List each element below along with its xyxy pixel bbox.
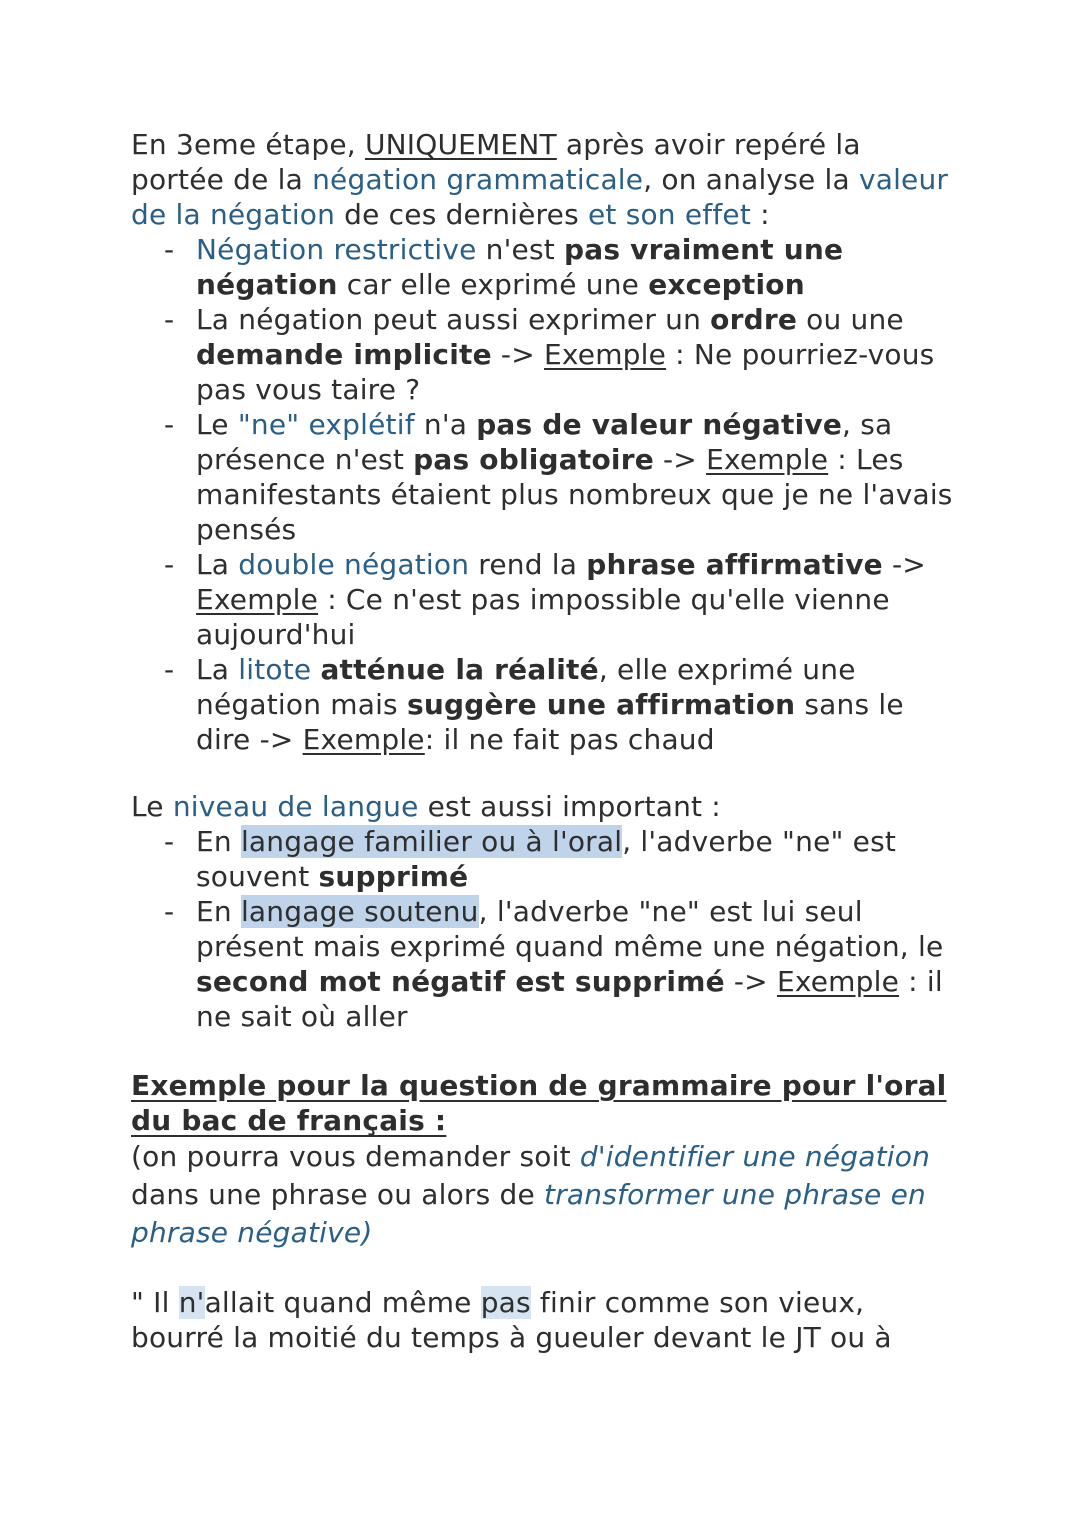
highlighted-text: pas <box>480 1286 531 1319</box>
niveau-section <box>131 789 961 1034</box>
uniquement-emphasis: UNIQUEMENT <box>364 128 557 161</box>
text: , elle exprimé une négation mais <box>196 653 856 721</box>
text: n'est <box>476 233 565 266</box>
term: niveau de langue <box>172 790 419 823</box>
bold-text: atténue la réalité <box>320 653 599 686</box>
italic-text: transformer une phrase en phrase négative) <box>131 1178 926 1249</box>
text: n'a <box>414 408 477 441</box>
quote-section <box>131 1285 961 1355</box>
text: ou une <box>797 303 904 336</box>
exemple-label: Exemple <box>776 965 900 998</box>
bold-text: exception <box>648 268 805 301</box>
text: -> <box>882 548 926 581</box>
valeur-section <box>131 127 961 757</box>
text: sans le dire -> <box>196 688 904 756</box>
quote-paragraph <box>131 1285 961 1355</box>
bold-text: ordre <box>710 303 798 336</box>
valeur-list <box>131 232 961 757</box>
exemple-heading: Exemple pour la question de grammaire pour l'oral du bac de français : <box>131 1069 947 1137</box>
text: Le <box>131 790 173 823</box>
text: La <box>196 548 239 581</box>
list-item <box>196 302 961 407</box>
list-item <box>196 547 961 652</box>
text: dans une phrase ou alors de <box>131 1178 545 1211</box>
intro-text: après avoir repéré la portée de la <box>131 128 861 196</box>
text: (on pourra vous demander soit <box>131 1140 580 1173</box>
text: -> <box>724 965 777 998</box>
text: finir comme son vieux, bourré la moitié du temps à gueuler devant le JT ou à <box>131 1286 892 1354</box>
term: double négation <box>238 548 470 581</box>
term-valeur-negation: valeur de la négation <box>131 163 949 231</box>
text: En <box>196 895 241 928</box>
intro-text: de ces dernières <box>335 198 588 231</box>
niveau-intro <box>131 789 961 824</box>
term-negation-grammaticale: négation grammaticale <box>312 163 644 196</box>
text: rend la <box>469 548 587 581</box>
highlighted-text: n' <box>178 1286 205 1319</box>
exemple-label: Exemple <box>196 583 319 616</box>
text: -> <box>653 443 707 476</box>
bold-text: pas de valeur négative <box>476 408 843 441</box>
text: La négation peut aussi exprimer un <box>196 303 711 336</box>
term: Négation restrictive <box>196 233 477 266</box>
bold-text: second mot négatif est supprimé <box>196 965 725 998</box>
list-item <box>196 407 961 547</box>
text: Le <box>196 408 238 441</box>
text: allait quand même <box>204 1286 481 1319</box>
bold-text: supprimé <box>318 860 469 893</box>
exemple-label: Exemple <box>543 338 667 371</box>
term: litote <box>238 653 312 686</box>
text: En <box>196 825 241 858</box>
text: , l'adverbe "ne" est lui seul présent mais exprimé quand même une négation, le <box>196 895 944 963</box>
list-item <box>196 894 961 1034</box>
bold-text: pas vraiment une négation <box>196 233 844 301</box>
text: : Les manifestants étaient plus nombreux que je ne l'avais pensés <box>196 443 953 546</box>
text: , sa présence n'est <box>196 408 893 476</box>
bold-text: phrase affirmative <box>586 548 883 581</box>
exemple-label: Exemple <box>706 443 829 476</box>
list-item <box>196 652 961 757</box>
text: -> <box>491 338 544 371</box>
text: La <box>196 653 239 686</box>
bold-text: demande implicite <box>196 338 492 371</box>
list-item <box>196 824 961 894</box>
text: , l'adverbe "ne" est souvent <box>196 825 897 893</box>
text: car elle exprimé une <box>337 268 649 301</box>
term-effet: et son effet <box>587 198 752 231</box>
highlighted-text: langage familier ou à l'oral <box>240 825 623 858</box>
niveau-list <box>131 824 961 1034</box>
list-item <box>196 232 961 302</box>
bold-text: suggère une affirmation <box>406 688 796 721</box>
intro-paragraph <box>131 127 961 232</box>
italic-text: d'identifier une négation <box>579 1140 931 1173</box>
text: est aussi important : <box>418 790 721 823</box>
bold-text: pas obligatoire <box>413 443 654 476</box>
intro-text: : <box>751 198 770 231</box>
term: "ne" explétif <box>237 408 415 441</box>
exemple-paragraph <box>131 1138 961 1252</box>
text: : il ne fait pas chaud <box>424 723 715 756</box>
highlighted-text: langage soutenu <box>240 895 479 928</box>
exemple-label: Exemple <box>302 723 425 756</box>
exemple-section <box>131 1068 961 1252</box>
text: : Ce n'est pas impossible qu'elle vienne aujourd'hui <box>196 583 890 651</box>
text: : Ne pourriez-vous pas vous taire ? <box>196 338 935 406</box>
text: " Il <box>131 1286 179 1319</box>
intro-text: , on analyse la <box>643 163 859 196</box>
intro-text: En 3eme étape, <box>131 128 365 161</box>
text: : il ne sait où aller <box>196 965 943 1033</box>
